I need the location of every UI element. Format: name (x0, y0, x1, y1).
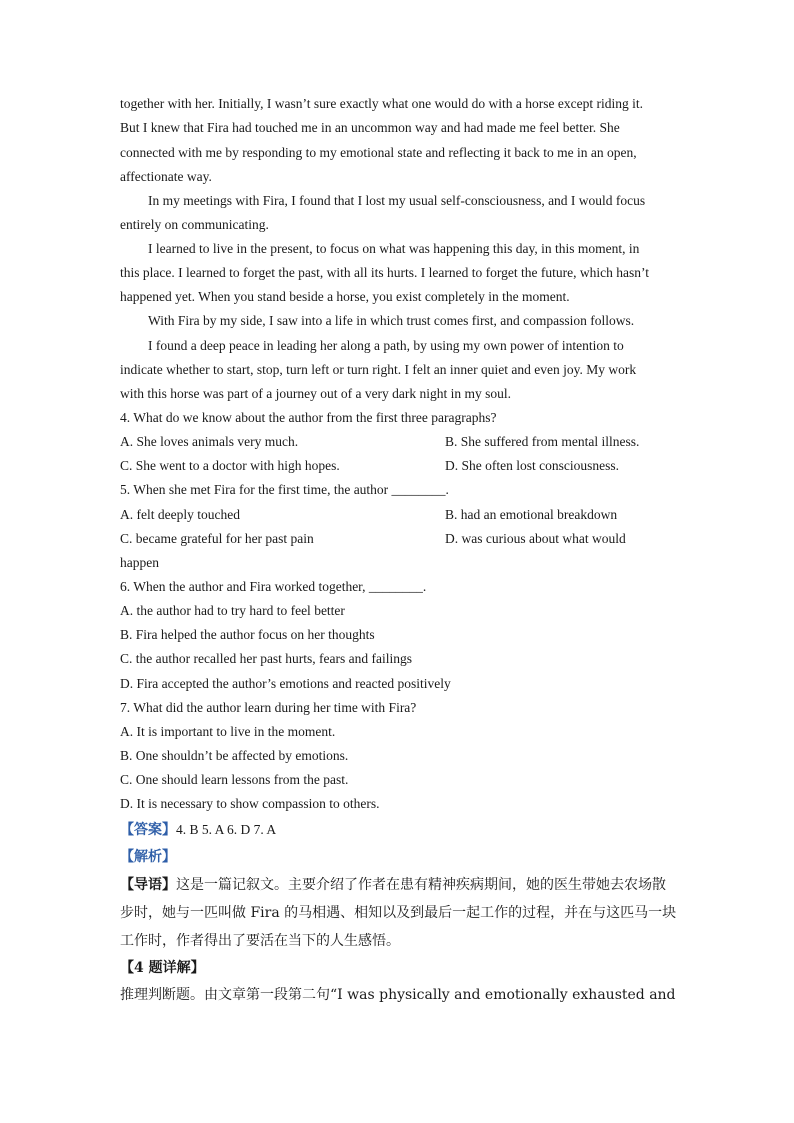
intro-text: 这是一篇记叙文。主要介绍了作者在患有精神疾病期间，她的医生带她去农场散 (176, 877, 666, 893)
question-6-stem: 6. When the author and Fira worked together, ________. (120, 579, 427, 594)
passage-line: I found a deep peace in leading her along a path, by using my own power of intention to (148, 338, 624, 353)
answer-values: 4. B 5. A 6. D 7. A (176, 822, 277, 837)
question-7-option-b: B. One shouldn’t be affected by emotions. (120, 748, 349, 763)
passage-line: this place. I learned to forget the past, with all its hurts. I learned to forget the future, which hasn’t (120, 265, 649, 280)
question-5-option-b: B. had an emotional breakdown (445, 507, 618, 522)
question-7-option-a: A. It is important to live in the moment. (120, 724, 336, 739)
passage-line: affectionate way. (120, 169, 212, 184)
passage-line: indicate whether to start, stop, turn left or turn right. I felt an inner quiet and even joy. My work (120, 362, 637, 377)
intro-label: 【导语】 (120, 877, 176, 893)
question-6-option-c: C. the author recalled her past hurts, fears and failings (120, 651, 413, 666)
analysis-intro-line: 步时，她与一匹叫做 Fira 的马相遇、相知以及到最后一起工作的过程，并在与这匹马一块 (120, 905, 677, 921)
detail-heading: 【4 题详解】 (120, 960, 205, 976)
question-6-option-b: B. Fira helped the author focus on her thoughts (120, 627, 375, 642)
question-7-option-c: C. One should learn lessons from the past. (120, 772, 349, 787)
question-4-option-c: C. She went to a doctor with high hopes. (120, 458, 340, 473)
question-5-option-d-continued: happen (120, 555, 159, 570)
question-4-option-a: A. She loves animals very much. (120, 434, 299, 449)
analysis-intro-line: 工作时，作者得出了要活在当下的人生感悟。 (120, 933, 400, 949)
question-5-option-d: D. was curious about what would (445, 531, 626, 546)
question-6-option-a: A. the author had to try hard to feel better (120, 603, 345, 618)
answer-line (120, 822, 276, 838)
answer-label: 【答案】 (120, 822, 176, 838)
analysis-intro-line (120, 877, 666, 893)
detail-text: 推理判断题。由文章第一段第二句“I was physically and emotionally exhausted and (120, 987, 676, 1003)
question-7-option-d: D. It is necessary to show compassion to others. (120, 796, 380, 811)
question-5-stem: 5. When she met Fira for the first time, the author ________. (120, 482, 449, 497)
passage-line: happened yet. When you stand beside a horse, you exist completely in the moment. (120, 289, 570, 304)
passage-line: With Fira by my side, I saw into a life in which trust comes first, and compassion follows. (148, 313, 635, 328)
passage-line: together with her. Initially, I wasn’t sure exactly what one would do with a horse except riding it. (120, 96, 643, 111)
question-6-option-d: D. Fira accepted the author’s emotions and reacted positively (120, 676, 451, 691)
passage-line: with this horse was part of a journey out of a very dark night in my soul. (120, 386, 512, 401)
question-5-option-a: A. felt deeply touched (120, 507, 240, 522)
question-7-stem: 7. What did the author learn during her time with Fira? (120, 700, 417, 715)
question-4-option-d: D. She often lost consciousness. (445, 458, 619, 473)
passage-line: But I knew that Fira had touched me in an uncommon way and had made me feel better. She (120, 120, 620, 135)
passage-line: I learned to live in the present, to focus on what was happening this day, in this moment, in (148, 241, 640, 256)
question-5-option-c: C. became grateful for her past pain (120, 531, 314, 546)
passage-line: entirely on communicating. (120, 217, 269, 232)
passage-line: In my meetings with Fira, I found that I lost my usual self-consciousness, and I would focus (148, 193, 646, 208)
passage-line: connected with me by responding to my emotional state and reflecting it back to me in an open, (120, 145, 637, 160)
question-4-option-b: B. She suffered from mental illness. (445, 434, 640, 449)
question-4-stem: 4. What do we know about the author from the first three paragraphs? (120, 410, 497, 425)
analysis-label: 【解析】 (120, 849, 176, 865)
analysis-heading (120, 849, 176, 865)
